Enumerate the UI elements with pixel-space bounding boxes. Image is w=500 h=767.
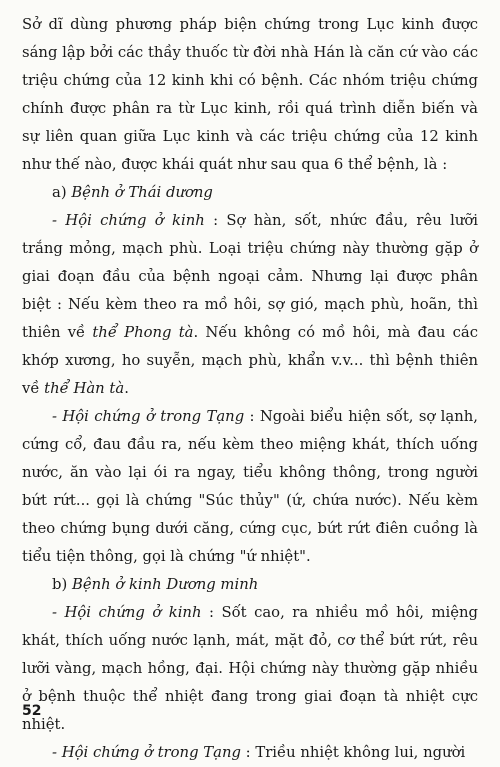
paragraph [22,599,478,739]
text-run: . Nếu không có mồ hôi, mà đau các khớp xương, ho suyễn, mạch phù, khẩn v.v... thì bệnh thiên về [22,324,478,397]
section-heading [22,179,478,207]
italic-run: - Hội chứng ở trong Tạng [52,408,245,425]
italic-run: thể Phong tà [92,324,194,341]
italic-run: Bệnh ở Thái dương [71,184,213,201]
text-run: : Ngoài biểu hiện sốt, sợ lạnh, cứng cổ, đau đầu ra, nếu kèm theo miệng khát, thích uống nước, ăn vào lại ói ra ngay, tiểu không thông, trong người bứt rứt... gọi là chứng "Súc thủy" (ứ, chứa nước). Nếu kèm theo chứng bụng dưới căng, cứng cục, bứt rứt điên cuồng là tiểu tiện thông, gọi là chứng "ứ nhiệt". [22,408,478,565]
text-run: a) [52,184,72,201]
text-run: : Sợ hàn, sốt, nhức đầu, rêu lưỡi trắng mỏng, mạch phù. Loại triệu chứng này thường gặp ở giai đoạn đầu của bệnh ngoại cảm. Nhưng lại được phân biệt : Nếu kèm theo ra mồ hôi, sợ gió, mạch phù, hoãn, thì thiên về [22,212,478,341]
italic-run: - Hội chứng ở kinh [52,212,205,229]
text-run: . [124,380,129,397]
italic-run: - Hội chứng ở kinh [52,604,202,621]
paragraph [22,11,478,179]
paragraph [22,403,478,571]
page-number: 52 [22,703,42,719]
italic-run: thể Hàn tà [44,380,125,397]
italic-run: Bệnh ở kinh Dương minh [71,576,259,593]
text-run: Sở dĩ dùng phương pháp biện chứng trong Lục kinh được sáng lập bởi các thầy thuốc từ đời nhà Hán là căn cứ vào các triệu chứng của 12 kinh khi có bệnh. Các nhóm triệu chứng chính được phân ra từ Lục kinh, rồi quá trình diễn biến và sự liên quan giữa Lục kinh và các triệu chứng của 12 kinh như thế nào, được khái quát như sau qua 6 thể bệnh, là : [22,16,478,173]
paragraph [22,739,478,767]
paragraph [22,207,478,403]
page-text [22,11,478,767]
text-run: : Sốt cao, ra nhiều mồ hôi, miệng khát, thích uống nước lạnh, mát, mặt đỏ, cơ thể bứt rứt, rêu lưỡi vàng, mạch hồng, đại. Hội chứng này thường gặp nhiều ở bệnh thuộc thể nhiệt đang trong giai đoạn tà nhiệt cực nhiệt. [22,604,479,733]
italic-run: - Hội chứng ở trong Tạng [52,744,241,761]
text-run: : Triều nhiệt không lui, người [240,744,466,761]
text-run: b) [52,576,72,593]
section-heading [22,571,478,599]
